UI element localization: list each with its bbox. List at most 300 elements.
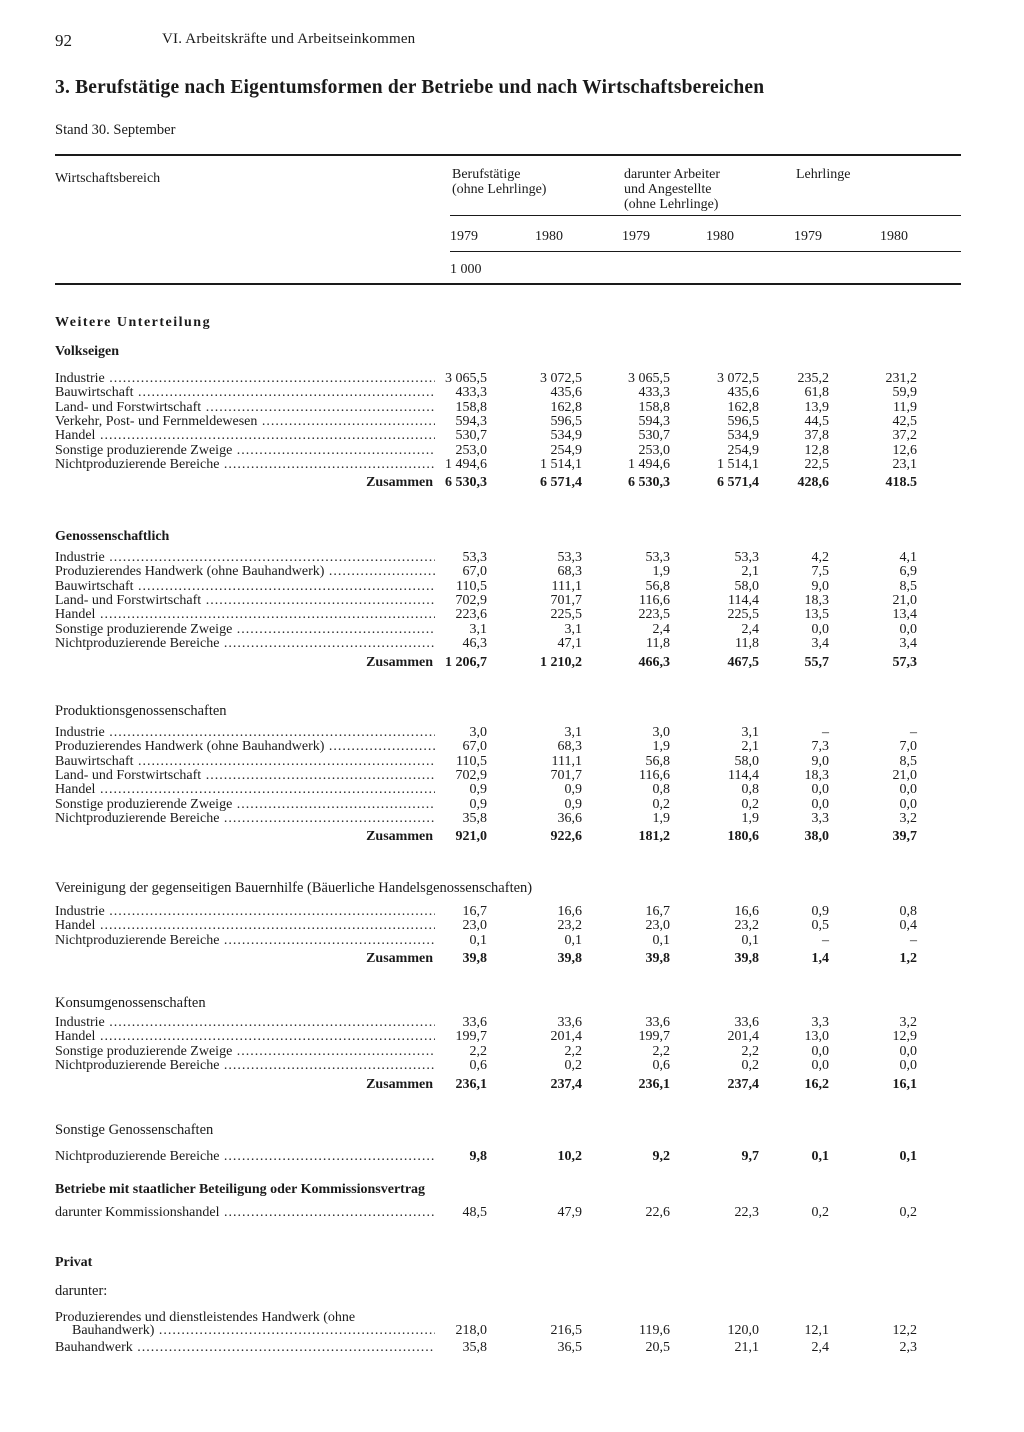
cell-value: 0,1	[469, 932, 487, 948]
cell-value: 596,5	[550, 413, 582, 429]
cell-value: 53,3	[734, 550, 759, 565]
cell-value: 10,2	[557, 1149, 582, 1164]
row-label: Industrie .....	[55, 1016, 435, 1030]
cell-value: 701,7	[550, 592, 582, 608]
total-row	[0, 830, 1024, 844]
cell-value: 16,2	[804, 1077, 829, 1092]
cell-value: 0,9	[811, 904, 829, 919]
table-row	[0, 783, 1024, 797]
header-bottom-rule	[55, 283, 961, 285]
cell-value: 1,9	[652, 739, 670, 755]
table-row	[0, 755, 1024, 769]
cell-value: 1 514,1	[540, 456, 582, 472]
cell-value: 37,2	[892, 428, 917, 444]
row-label: Industrie .....	[55, 726, 435, 740]
cell-value: 0,0	[811, 621, 829, 637]
row-label: Sonstige produzierende Zweige .....	[55, 798, 435, 812]
cell-value: 21,0	[892, 592, 917, 608]
table-title: 3. Berufstätige nach Eigentumsformen der Betriebe und nach Wirtschaftsbereichen	[55, 77, 765, 98]
cell-value: 18,3	[804, 767, 829, 783]
cell-value: 22,5	[804, 456, 829, 472]
cell-value: 223,6	[455, 607, 487, 623]
total-row	[0, 1078, 1024, 1092]
cell-value: 236,1	[638, 1077, 670, 1092]
cell-value: 16,1	[892, 1077, 917, 1092]
row-label: Nichtproduzierende Bereiche .....	[55, 458, 435, 472]
row-label: Handel .....	[55, 608, 435, 622]
table-row	[0, 565, 1024, 579]
section-heading-genossenschaftlich: Genossenschaftlich	[55, 529, 170, 544]
cell-value: 0,9	[564, 782, 582, 798]
table-row	[0, 812, 1024, 826]
year-header: 1979	[622, 229, 650, 244]
cell-value: 0,2	[741, 1057, 759, 1073]
cell-value: 0,8	[899, 904, 917, 919]
cell-value: 1 210,2	[540, 655, 582, 670]
cell-value: 0,0	[811, 782, 829, 798]
cell-value: 9,8	[469, 1149, 487, 1164]
cell-value: 11,8	[646, 635, 670, 651]
table-row	[0, 919, 1024, 933]
cell-value: 0,0	[899, 1057, 917, 1073]
col-header-lehrlinge: Lehrlinge	[796, 167, 851, 182]
cell-value: 433,3	[455, 385, 487, 401]
cell-value: 39,8	[645, 951, 670, 966]
chapter-heading: VI. Arbeitskräfte und Arbeitseinkommen	[162, 31, 416, 47]
cell-value: 47,1	[557, 635, 582, 651]
cell-value: 120,0	[727, 1323, 759, 1338]
row-label: Nichtproduzierende Bereiche .....	[55, 1059, 435, 1073]
cell-value: 56,8	[645, 753, 670, 769]
total-label: Zusammen	[366, 1078, 433, 1092]
cell-value: 180,6	[727, 829, 759, 844]
cell-value: 1,9	[652, 564, 670, 580]
row-label: Bauwirtschaft .....	[55, 755, 435, 769]
cell-value: 9,2	[652, 1149, 670, 1164]
cell-value: 13,0	[804, 1029, 829, 1045]
cell-value: 0,9	[469, 796, 487, 812]
cell-value: 428,6	[797, 475, 829, 490]
cell-value: 13,4	[892, 607, 917, 623]
cell-value: 4,2	[811, 550, 829, 565]
cell-value: 6 571,4	[717, 475, 759, 490]
cell-value: 3,0	[652, 725, 670, 740]
top-rule	[55, 154, 961, 156]
cell-value: 534,9	[550, 428, 582, 444]
cell-value: 7,3	[811, 739, 829, 755]
cell-value: 9,0	[811, 578, 829, 594]
cell-value: 0,6	[469, 1057, 487, 1073]
cell-value: 158,8	[455, 399, 487, 415]
cell-value: 435,6	[550, 385, 582, 401]
cell-value: 0,0	[899, 621, 917, 637]
table-row	[0, 444, 1024, 458]
cell-value: 67,0	[462, 564, 487, 580]
cell-value: 162,8	[727, 399, 759, 415]
row-label: Nichtproduzierende Bereiche .....	[55, 1150, 435, 1164]
cell-value: 6 530,3	[628, 475, 670, 490]
privat-handwerk-label-line1: Produzierendes und dienstleistendes Handwerk (ohne	[55, 1310, 356, 1325]
cell-value: 116,6	[639, 592, 670, 608]
total-label: Zusammen	[366, 476, 433, 490]
row-label: Industrie .....	[55, 905, 435, 919]
table-row	[0, 1059, 1024, 1073]
cell-value: 0,1	[652, 932, 670, 948]
cell-value: 33,6	[645, 1015, 670, 1030]
table-row	[0, 401, 1024, 415]
row-label: Handel .....	[55, 429, 435, 443]
cell-value: 231,2	[885, 371, 917, 386]
row-label: Sonstige produzierende Zweige .....	[55, 444, 435, 458]
cell-value: 36,5	[557, 1340, 582, 1355]
cell-value: 3,3	[811, 1015, 829, 1030]
table-row	[0, 1030, 1024, 1044]
cell-value: 7,5	[811, 564, 829, 580]
cell-value: 3 072,5	[717, 371, 759, 386]
cell-value: 11,9	[893, 399, 917, 415]
table-row	[0, 1045, 1024, 1059]
row-label: Produzierendes Handwerk (ohne Bauhandwerk) .....	[55, 740, 435, 754]
total-label: Zusammen	[366, 952, 433, 966]
table-row	[0, 623, 1024, 637]
cell-value: 61,8	[804, 385, 829, 401]
cell-value: 253,0	[455, 442, 487, 458]
cell-value: 114,4	[728, 592, 759, 608]
table-row	[0, 386, 1024, 400]
cell-value: 42,5	[892, 413, 917, 429]
cell-value: 225,5	[727, 607, 759, 623]
cell-value: 237,4	[727, 1077, 759, 1092]
cell-value: 39,8	[462, 951, 487, 966]
cell-value: 225,5	[550, 607, 582, 623]
cell-value: 0,1	[811, 1149, 829, 1164]
cell-value: 435,6	[727, 385, 759, 401]
cell-value: 57,3	[892, 655, 917, 670]
cell-value: 35,8	[462, 1340, 487, 1355]
cell-value: 236,1	[455, 1077, 487, 1092]
cell-value: 181,2	[638, 829, 670, 844]
cell-value: –	[910, 932, 917, 948]
cell-value: 33,6	[557, 1015, 582, 1030]
cell-value: 12,8	[804, 442, 829, 458]
table-row	[0, 580, 1024, 594]
group-rule	[450, 215, 961, 216]
cell-value: 16,7	[645, 904, 670, 919]
cell-value: 6,9	[899, 564, 917, 580]
reference-date: Stand 30. September	[55, 122, 176, 138]
unit-label: 1 000	[450, 262, 482, 277]
cell-value: 2,1	[741, 564, 759, 580]
cell-value: 111,1	[551, 753, 582, 769]
cell-value: 0,2	[741, 796, 759, 812]
cell-value: 3 072,5	[540, 371, 582, 386]
cell-value: 534,9	[727, 428, 759, 444]
cell-value: 3,1	[741, 725, 759, 740]
cell-value: 3,1	[469, 621, 487, 637]
cell-value: 201,4	[727, 1029, 759, 1045]
cell-value: 2,4	[811, 1340, 829, 1355]
cell-value: 38,0	[804, 829, 829, 844]
cell-value: 530,7	[638, 428, 670, 444]
table-row	[0, 1341, 1024, 1355]
cell-value: 23,2	[557, 918, 582, 934]
cell-value: 3,2	[899, 1015, 917, 1030]
cell-value: 0,2	[564, 1057, 582, 1073]
cell-value: 110,5	[456, 578, 487, 594]
cell-value: 0,9	[564, 796, 582, 812]
table-row	[0, 458, 1024, 472]
cell-value: 0,8	[741, 782, 759, 798]
cell-value: 18,3	[804, 592, 829, 608]
cell-value: 433,3	[638, 385, 670, 401]
page-number: 92	[55, 31, 72, 50]
cell-value: 201,4	[550, 1029, 582, 1045]
cell-value: 16,6	[557, 904, 582, 919]
year-header: 1980	[706, 229, 734, 244]
row-label: Nichtproduzierende Bereiche .....	[55, 934, 435, 948]
cell-value: 1,9	[741, 810, 759, 826]
cell-value: 8,5	[899, 578, 917, 594]
row-label: Verkehr, Post- und Fernmeldewesen .....	[55, 415, 435, 429]
cell-value: –	[822, 725, 829, 740]
cell-value: 53,3	[557, 550, 582, 565]
cell-value: 16,6	[734, 904, 759, 919]
table-row	[0, 769, 1024, 783]
table-row	[0, 1324, 1024, 1338]
table-row	[0, 608, 1024, 622]
cell-value: 0,0	[899, 796, 917, 812]
cell-value: 23,0	[462, 918, 487, 934]
cell-value: 3,4	[811, 635, 829, 651]
cell-value: 8,5	[899, 753, 917, 769]
cell-value: 23,2	[734, 918, 759, 934]
cell-value: 12,1	[804, 1323, 829, 1338]
cell-value: 9,7	[741, 1149, 759, 1164]
table-row	[0, 1150, 1024, 1164]
cell-value: 58,0	[734, 578, 759, 594]
cell-value: 594,3	[638, 413, 670, 429]
cell-value: 39,7	[892, 829, 917, 844]
cell-value: 199,7	[455, 1029, 487, 1045]
row-label: Land- und Forstwirtschaft .....	[55, 769, 435, 783]
cell-value: 701,7	[550, 767, 582, 783]
cell-value: 55,7	[804, 655, 829, 670]
cell-value: 119,6	[639, 1323, 670, 1338]
cell-value: 44,5	[804, 413, 829, 429]
cell-value: 0,8	[652, 782, 670, 798]
cell-value: 0,2	[652, 796, 670, 812]
col-header-arbeiter: darunter Arbeiter und Angestellte (ohne Lehrlinge)	[624, 167, 721, 212]
year-rule	[450, 251, 961, 252]
cell-value: 67,0	[462, 739, 487, 755]
cell-value: 116,6	[639, 767, 670, 783]
cell-value: 13,9	[804, 399, 829, 415]
cell-value: 596,5	[727, 413, 759, 429]
cell-value: 56,8	[645, 578, 670, 594]
cell-value: 53,3	[462, 550, 487, 565]
cell-value: 237,4	[550, 1077, 582, 1092]
row-label: Sonstige produzierende Zweige .....	[55, 1045, 435, 1059]
cell-value: 35,8	[462, 810, 487, 826]
row-label: Bauhandwerk .....	[55, 1341, 435, 1355]
cell-value: 21,0	[892, 767, 917, 783]
row-label: Nichtproduzierende Bereiche .....	[55, 812, 435, 826]
table-row	[0, 934, 1024, 948]
cell-value: 0,0	[899, 1043, 917, 1059]
row-label: Sonstige produzierende Zweige .....	[55, 623, 435, 637]
section-heading-volkseigen: Volkseigen	[55, 344, 120, 359]
section-heading-sonstige: Sonstige Genossenschaften	[55, 1122, 214, 1138]
table-row	[0, 905, 1024, 919]
cell-value: 7,0	[899, 739, 917, 755]
total-row	[0, 952, 1024, 966]
cell-value: 0,0	[811, 1057, 829, 1073]
total-row	[0, 476, 1024, 490]
total-row	[0, 656, 1024, 670]
cell-value: 2,4	[741, 621, 759, 637]
cell-value: 254,9	[727, 442, 759, 458]
cell-value: 199,7	[638, 1029, 670, 1045]
cell-value: 12,9	[892, 1029, 917, 1045]
section-heading-bauernhilfe: Vereinigung der gegenseitigen Bauernhilfe (Bäuerliche Handelsgenossenschaften)	[55, 880, 533, 896]
cell-value: 3 065,5	[445, 371, 487, 386]
cell-value: 68,3	[557, 564, 582, 580]
table-row	[0, 594, 1024, 608]
row-label: Industrie .....	[55, 551, 435, 565]
cell-value: 3,1	[564, 725, 582, 740]
year-header: 1979	[450, 229, 478, 244]
row-label: Produzierendes Handwerk (ohne Bauhandwerk) .....	[55, 565, 435, 579]
cell-value: 68,3	[557, 739, 582, 755]
cell-value: 0,0	[811, 1043, 829, 1059]
cell-value: 216,5	[550, 1323, 582, 1338]
row-label: Land- und Forstwirtschaft .....	[55, 401, 435, 415]
section-heading-weitere: Weitere Unterteilung	[55, 315, 212, 330]
cell-value: 0,0	[899, 782, 917, 798]
cell-value: 53,3	[645, 550, 670, 565]
row-label: Handel .....	[55, 1030, 435, 1044]
cell-value: 22,6	[645, 1205, 670, 1220]
cell-value: 0,0	[811, 796, 829, 812]
cell-value: 6 571,4	[540, 475, 582, 490]
cell-value: 0,1	[899, 1149, 917, 1164]
cell-value: 921,0	[455, 829, 487, 844]
cell-value: 0,1	[741, 932, 759, 948]
cell-value: 23,0	[645, 918, 670, 934]
cell-value: 13,5	[804, 607, 829, 623]
table-row	[0, 726, 1024, 740]
cell-value: 6 530,3	[445, 475, 487, 490]
year-header: 1980	[535, 229, 563, 244]
row-label: Handel .....	[55, 919, 435, 933]
cell-value: 3,4	[899, 635, 917, 651]
cell-value: 0,4	[899, 918, 917, 934]
cell-value: 467,5	[727, 655, 759, 670]
cell-value: 58,0	[734, 753, 759, 769]
table-row	[0, 740, 1024, 754]
cell-value: 4,1	[899, 550, 917, 565]
cell-value: 11,8	[735, 635, 759, 651]
cell-value: 12,2	[892, 1323, 917, 1338]
cell-value: 37,8	[804, 428, 829, 444]
col-header-berufstaetige: Berufstätige (ohne Lehrlinge)	[452, 167, 547, 197]
cell-value: 922,6	[550, 829, 582, 844]
cell-value: 23,1	[892, 456, 917, 472]
table-row	[0, 429, 1024, 443]
cell-value: 2,4	[652, 621, 670, 637]
cell-value: –	[822, 932, 829, 948]
section-heading-konsum: Konsumgenossenschaften	[55, 995, 206, 1011]
cell-value: 2,2	[652, 1043, 670, 1059]
cell-value: 223,5	[638, 607, 670, 623]
cell-value: 2,2	[469, 1043, 487, 1059]
cell-value: 2,1	[741, 739, 759, 755]
cell-value: 1 514,1	[717, 456, 759, 472]
table-row	[0, 798, 1024, 812]
cell-value: 3,2	[899, 810, 917, 826]
cell-value: 20,5	[645, 1340, 670, 1355]
table-row	[0, 637, 1024, 651]
cell-value: 46,3	[462, 635, 487, 651]
cell-value: 114,4	[728, 767, 759, 783]
row-label: Industrie .....	[55, 372, 435, 386]
cell-value: 1,9	[652, 810, 670, 826]
cell-value: 0,9	[469, 782, 487, 798]
cell-value: 466,3	[638, 655, 670, 670]
cell-value: 22,3	[734, 1205, 759, 1220]
cell-value: 3,3	[811, 810, 829, 826]
row-label: Bauwirtschaft .....	[55, 386, 435, 400]
cell-value: 33,6	[462, 1015, 487, 1030]
cell-value: 1,4	[811, 951, 829, 966]
total-label: Zusammen	[366, 830, 433, 844]
row-label: Nichtproduzierende Bereiche .....	[55, 637, 435, 651]
cell-value: 162,8	[550, 399, 582, 415]
cell-value: 0,5	[811, 918, 829, 934]
total-label: Zusammen	[366, 656, 433, 670]
cell-value: 253,0	[638, 442, 670, 458]
cell-value: –	[910, 725, 917, 740]
cell-value: 33,6	[734, 1015, 759, 1030]
table-row	[0, 415, 1024, 429]
cell-value: 2,3	[899, 1340, 917, 1355]
table-row	[0, 1206, 1024, 1220]
cell-value: 12,6	[892, 442, 917, 458]
row-label: Land- und Forstwirtschaft .....	[55, 594, 435, 608]
cell-value: 39,8	[734, 951, 759, 966]
cell-value: 0,6	[652, 1057, 670, 1073]
table-row	[0, 1016, 1024, 1030]
col-header-wirtschaftsbereich: Wirtschaftsbereich	[55, 171, 161, 186]
cell-value: 0,1	[564, 932, 582, 948]
cell-value: 110,5	[456, 753, 487, 769]
cell-value: 702,9	[455, 767, 487, 783]
cell-value: 0,2	[811, 1205, 829, 1220]
table-row	[0, 372, 1024, 386]
cell-value: 111,1	[551, 578, 582, 594]
cell-value: 254,9	[550, 442, 582, 458]
cell-value: 1 494,6	[628, 456, 670, 472]
cell-value: 0,2	[899, 1205, 917, 1220]
cell-value: 418.5	[885, 475, 917, 490]
privat-darunter-label: darunter:	[55, 1283, 108, 1299]
table-row	[0, 551, 1024, 565]
cell-value: 2,2	[564, 1043, 582, 1059]
cell-value: 47,9	[557, 1205, 582, 1220]
section-heading-produktion: Produktionsgenossenschaften	[55, 703, 227, 719]
cell-value: 3 065,5	[628, 371, 670, 386]
cell-value: 530,7	[455, 428, 487, 444]
